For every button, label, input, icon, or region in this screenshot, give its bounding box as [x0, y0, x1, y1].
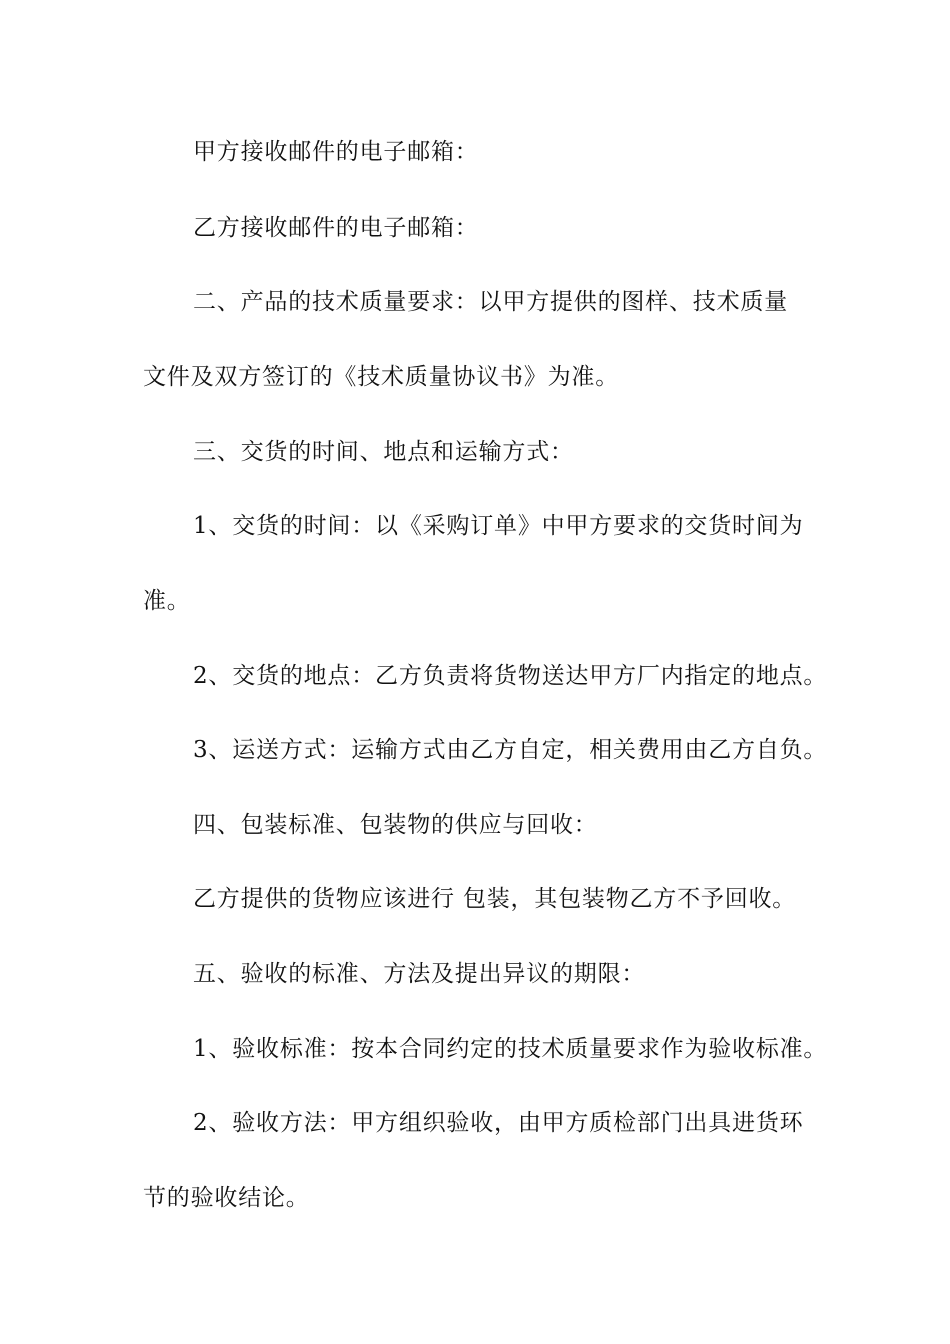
delivery-location-line: 2、交货的地点：乙方负责将货物送达甲方厂内指定的地点。 [193, 663, 828, 689]
section-5-heading-line: 五、验收的标准、方法及提出异议的期限： [193, 961, 646, 987]
acceptance-method-line: 2、验收方法：甲方组织验收，由甲方质检部门出具进货环 [193, 1110, 804, 1136]
section-2-heading-line: 二、产品的技术质量要求：以甲方提供的图样、技术质量 [193, 289, 788, 315]
party-a-email-line: 甲方接收邮件的电子邮箱： [193, 139, 479, 165]
section-3-heading-line: 三、交货的时间、地点和运输方式： [193, 439, 574, 465]
transport-method-line: 3、运送方式：运输方式由乙方自定，相关费用由乙方自负。 [193, 737, 828, 763]
acceptance-standard-line: 1、验收标准：按本合同约定的技术质量要求作为验收标准。 [193, 1036, 828, 1062]
delivery-time-continuation-line: 准。 [143, 588, 191, 614]
delivery-time-line: 1、交货的时间：以《采购订单》中甲方要求的交货时间为 [193, 513, 804, 539]
section-4-heading-line: 四、包装标准、包装物的供应与回收： [193, 812, 598, 838]
packaging-line: 乙方提供的货物应该进行 包装，其包装物乙方不予回收。 [193, 886, 797, 912]
acceptance-method-continuation-line: 节的验收结论。 [143, 1185, 310, 1211]
party-b-email-line: 乙方接收邮件的电子邮箱： [193, 215, 479, 241]
section-2-continuation-line: 文件及双方签订的《技术质量协议书》为准。 [143, 364, 619, 390]
